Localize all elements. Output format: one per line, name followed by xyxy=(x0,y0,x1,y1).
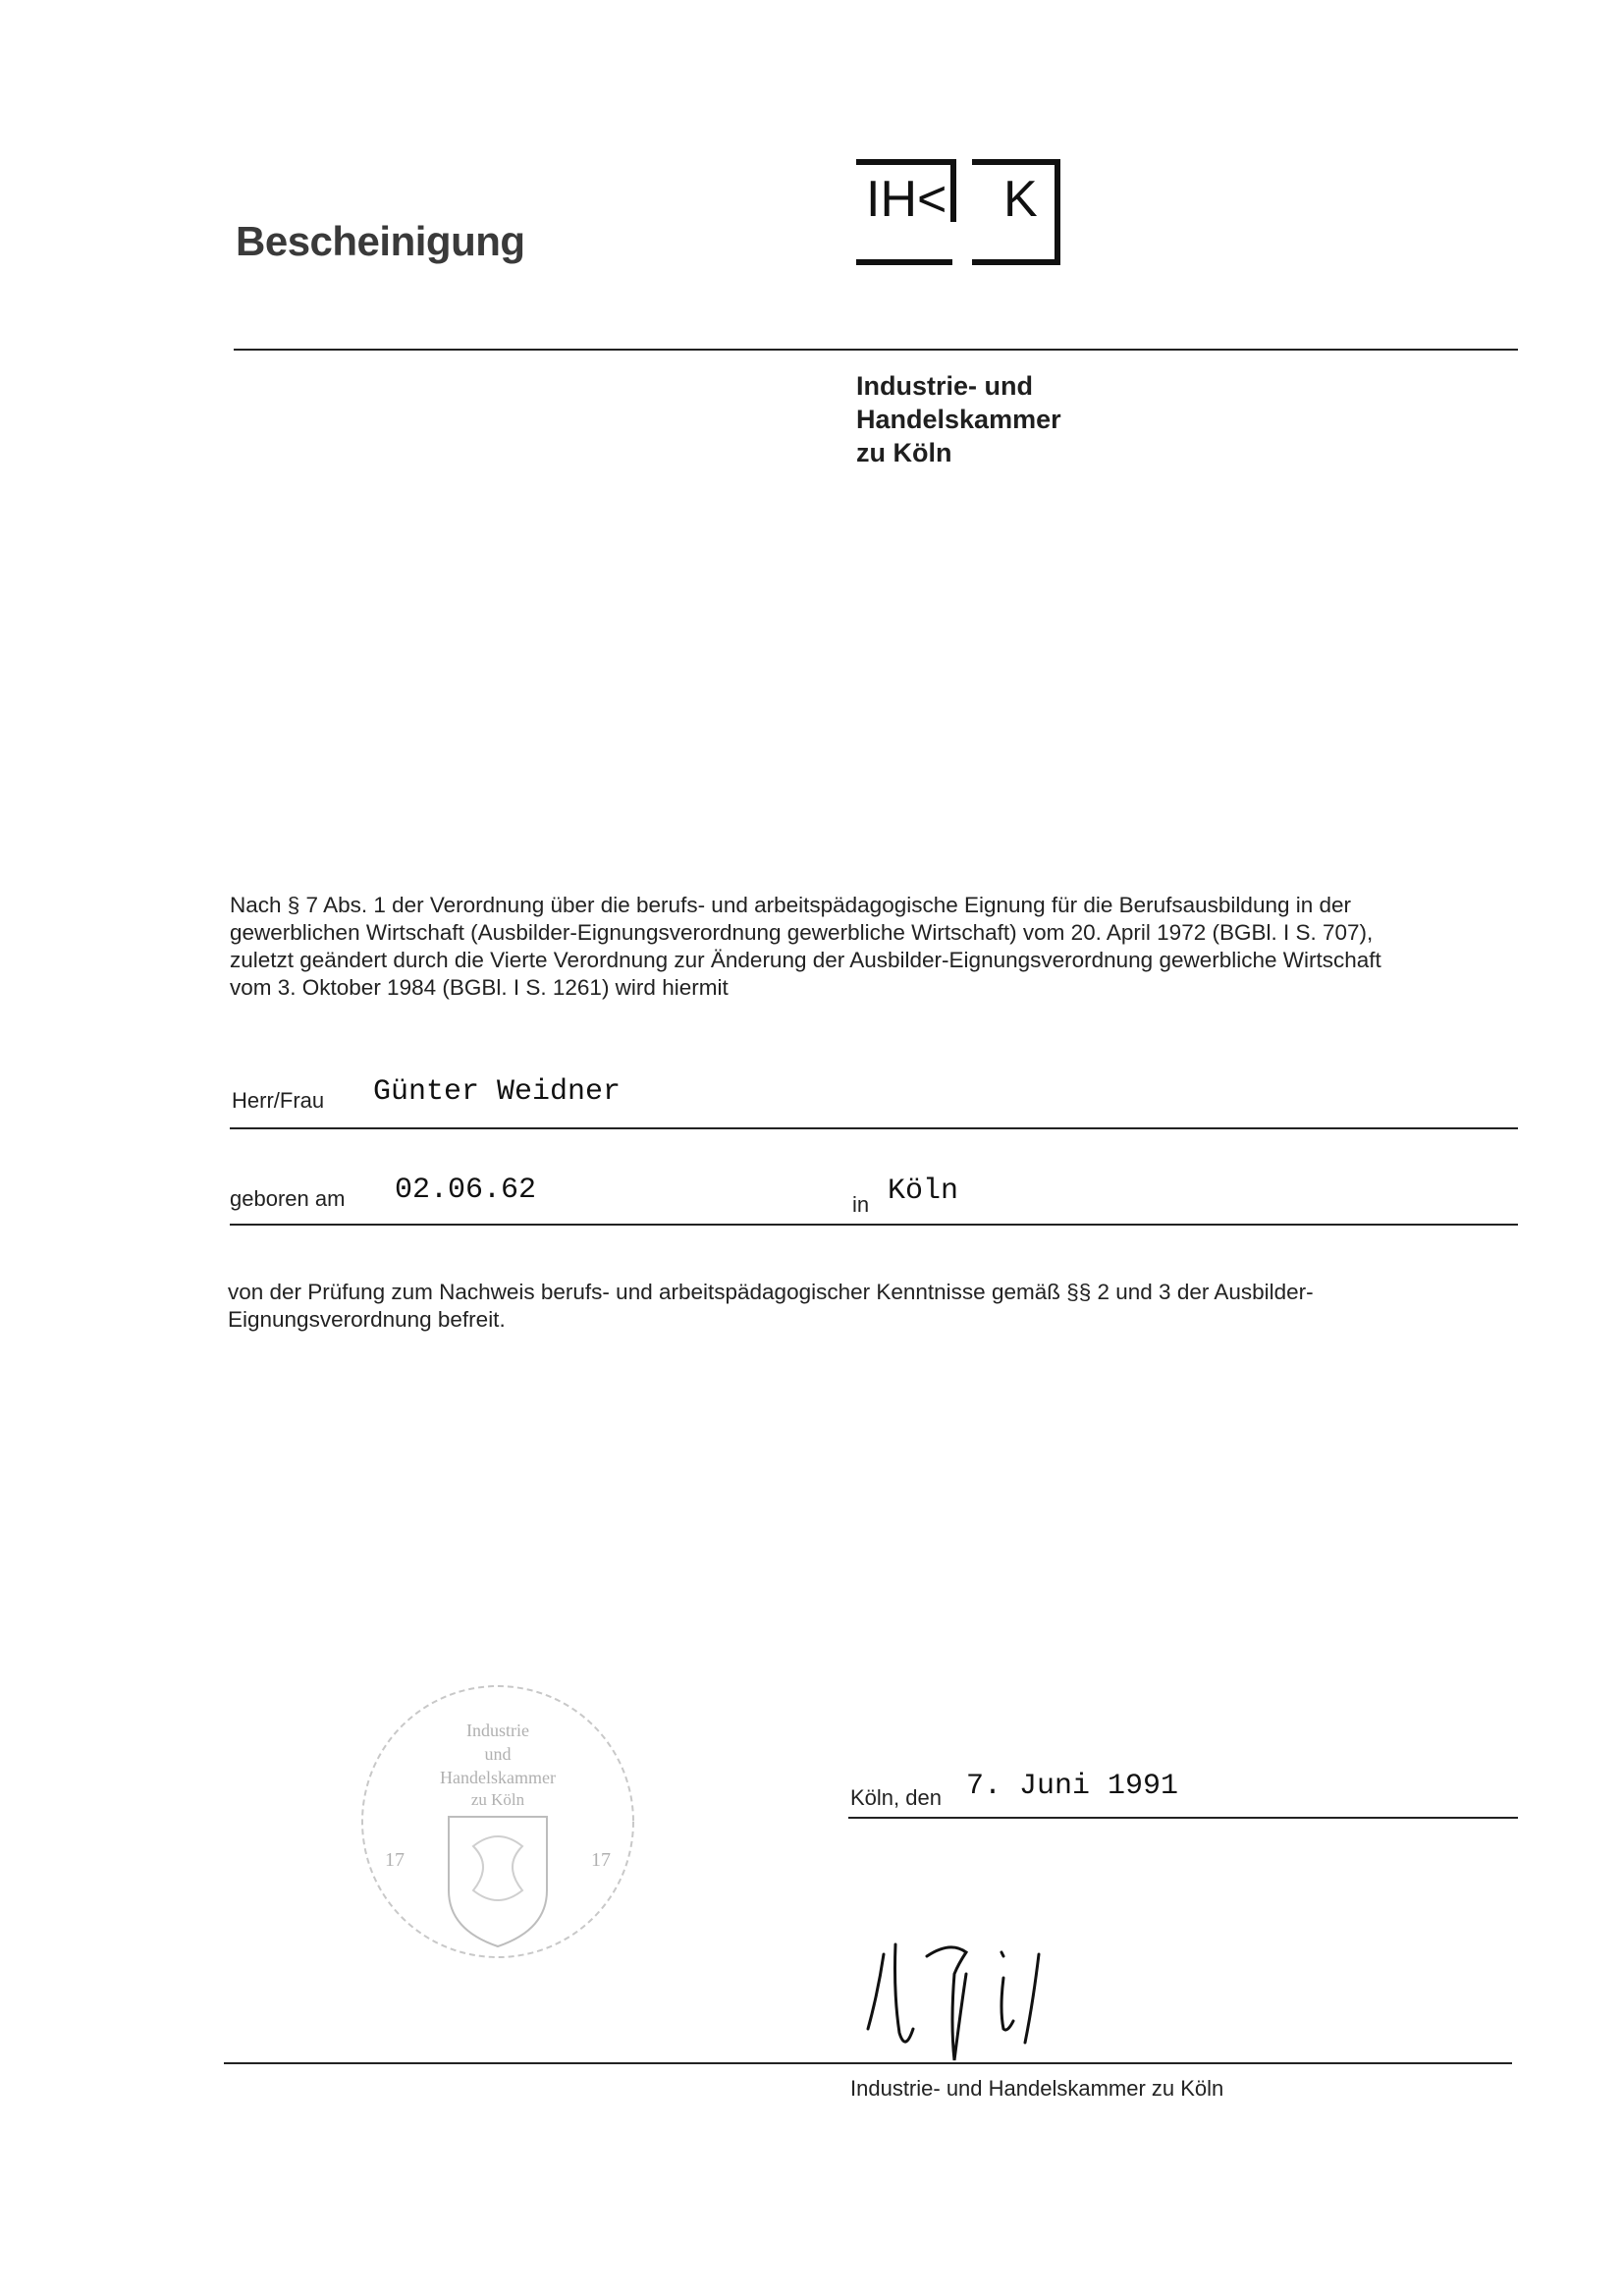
result-line-2: Eignungsverordnung befreit. xyxy=(228,1307,506,1332)
legal-line-2: gewerblichen Wirtschaft (Ausbilder-Eignungsverordnung gewerbliche Wirtschaft) vom 20. April 1972 (BGBl. I S. 707), xyxy=(230,920,1374,945)
date-underline xyxy=(848,1817,1518,1819)
official-seal xyxy=(355,1679,640,1964)
seal-line-3: Handelskammer xyxy=(440,1768,556,1787)
document-title: Bescheinigung xyxy=(236,218,525,264)
date-label: Köln, den xyxy=(850,1785,942,1810)
date-value: 7. Juni 1991 xyxy=(966,1770,1179,1803)
result-line-1: von der Prüfung zum Nachweis berufs- und arbeitspädagogischer Kenntnisse gemäß §§ 2 und 3 der Ausbilder- xyxy=(228,1280,1314,1304)
seal-line-2: und xyxy=(484,1744,512,1764)
org-line-2: Handelskammer xyxy=(856,405,1061,434)
legal-line-3: zuletzt geändert durch die Vierte Verordnung zur Änderung der Ausbilder-Eignungsverordnung gewerbliche Wirtschaft xyxy=(230,948,1381,972)
org-line-1: Industrie- und xyxy=(856,371,1033,401)
legal-basis-text xyxy=(230,892,1518,1002)
seal-line-4: zu Köln xyxy=(470,1790,525,1809)
birth-underline xyxy=(230,1224,1518,1226)
birth-place-label: in xyxy=(852,1192,870,1217)
legal-line-1: Nach § 7 Abs. 1 der Verordnung über die berufs- und arbeitspädagogische Eignung für die Berufsausbildung in der xyxy=(230,893,1352,917)
birth-date-label: geboren am xyxy=(230,1186,346,1211)
header-divider xyxy=(234,349,1518,351)
handwritten-signature xyxy=(856,1935,1092,2064)
org-line-3: zu Köln xyxy=(856,438,952,467)
name-label: Herr/Frau xyxy=(232,1088,325,1113)
logo-left-text: IH< xyxy=(866,171,947,228)
exemption-text xyxy=(228,1279,1519,1334)
issuing-organization xyxy=(856,369,1061,469)
legal-line-4: vom 3. Oktober 1984 (BGBl. I S. 1261) wird hiermit xyxy=(230,975,729,1000)
name-value: Günter Weidner xyxy=(373,1075,622,1109)
seal-year-right: 17 xyxy=(591,1849,611,1871)
seal-year-left: 17 xyxy=(385,1849,405,1871)
name-underline xyxy=(230,1127,1518,1129)
signature-line xyxy=(224,2062,1512,2064)
signatory-name: Industrie- und Handelskammer zu Köln xyxy=(850,2076,1224,2101)
seal-line-1: Industrie xyxy=(466,1721,529,1740)
logo-right-text: K xyxy=(1003,171,1038,228)
ihk-logo xyxy=(854,157,1062,267)
birth-date-value: 02.06.62 xyxy=(395,1174,537,1207)
birth-place-value: Köln xyxy=(888,1175,959,1208)
